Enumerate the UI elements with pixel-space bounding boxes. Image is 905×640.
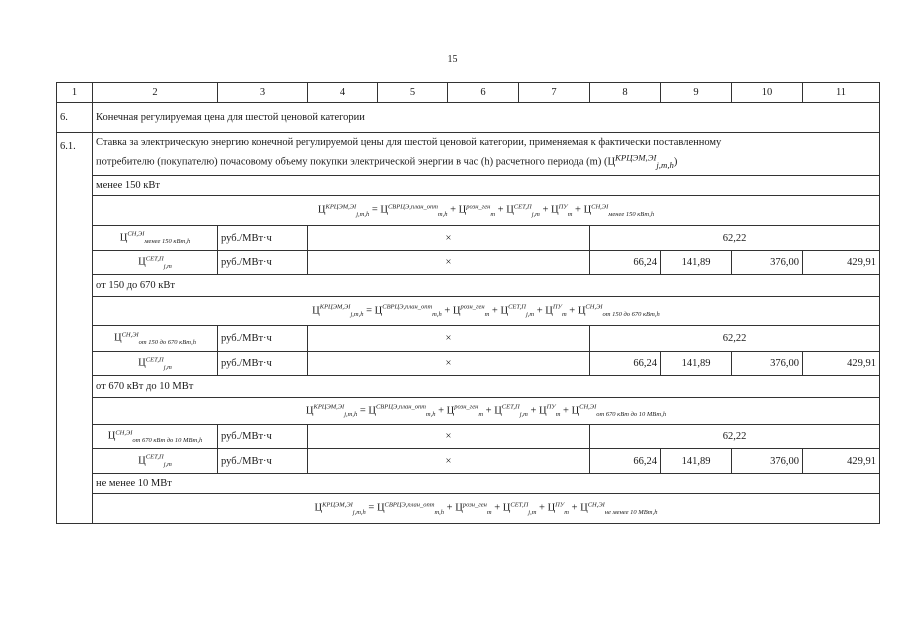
row-6 xyxy=(57,103,880,133)
formula-row xyxy=(57,196,880,226)
col-header: 11 xyxy=(803,83,880,103)
sn-tariff-row xyxy=(57,226,880,251)
set-tariff-row xyxy=(57,352,880,376)
col-header: 1 xyxy=(57,83,93,103)
set-value-cell: 429,91 xyxy=(803,251,880,275)
set-value-cell: 376,00 xyxy=(732,352,803,376)
col-header: 7 xyxy=(519,83,590,103)
row-description: Ставка за электрическую энергию конечной регулируемой цены для шестой ценовой категории, применяемая к фактически поставленному потребителю (покупателю) почасовому объему покупки электрической энергии в час (h) расчетного периода (m) $(Ц^{КРЦЭМ,ЭI}_{j,m,h})$ xyxy=(93,133,880,176)
sn-tariff-row xyxy=(57,425,880,449)
col-header: 10 xyxy=(732,83,803,103)
sn-component-label: $Ц^{СН,ЭI}_{от 670 кВт до 10 МВт,h}$ xyxy=(93,425,218,449)
power-range-title: менее 150 кВт xyxy=(93,176,880,196)
not-applicable-cell: × xyxy=(308,326,590,352)
power-range-row xyxy=(57,474,880,494)
set-tariff-row xyxy=(57,449,880,474)
col-header: 9 xyxy=(661,83,732,103)
col-header: 2 xyxy=(93,83,218,103)
sn-component-label: $Ц^{СН,ЭI}_{от 150 до 670 кВт,h}$ xyxy=(93,326,218,352)
set-value-cell: 376,00 xyxy=(732,251,803,275)
set-value-cell: 141,89 xyxy=(661,449,732,474)
row-title: Конечная регулируемая цена для шестой ценовой категории xyxy=(93,103,880,133)
set-value-cell: 429,91 xyxy=(803,352,880,376)
set-component-label: $Ц^{СЕТ,П}_{j,m}$ xyxy=(93,251,218,275)
formula: $Ц^{КРЦЭМ,ЭI}_{j,m,h} = Ц^{СВРЦЭ,план\_опт}_{m,h} + Ц^{розн\_ген}_m + Ц^{СЕТ,П}_{j,m} + Ц^{ПУ}_m + Ц^{СН,ЭI}_{от 670 кВт до 10 МВт,h}$ xyxy=(93,398,880,425)
power-range-row xyxy=(57,176,880,196)
not-applicable-cell: × xyxy=(308,449,590,474)
col-header: 4 xyxy=(308,83,378,103)
unit-cell: руб./МВт·ч xyxy=(218,251,308,275)
unit-cell: руб./МВт·ч xyxy=(218,326,308,352)
set-component-label: $Ц^{СЕТ,П}_{j,m}$ xyxy=(93,449,218,474)
power-range-title: от 150 до 670 кВт xyxy=(93,275,880,297)
set-tariff-row xyxy=(57,251,880,275)
power-range-row xyxy=(57,376,880,398)
row-6-1 xyxy=(57,133,880,176)
unit-cell: руб./МВт·ч xyxy=(218,352,308,376)
formula-row xyxy=(57,297,880,326)
set-component-label: $Ц^{СЕТ,П}_{j,m}$ xyxy=(93,352,218,376)
sn-tariff-row xyxy=(57,326,880,352)
set-value-cell: 429,91 xyxy=(803,449,880,474)
not-applicable-cell: × xyxy=(308,425,590,449)
formula: $Ц^{КРЦЭМ,ЭI}_{j,m,h} = Ц^{СВРЦЭ,план\_опт}_{m,h} + Ц^{розн\_ген}_m + Ц^{СЕТ,П}_{j,m} + Ц^{ПУ}_m + Ц^{СН,ЭI}_{от 150 до 670 кВт,h}$ xyxy=(93,297,880,326)
col-header: 5 xyxy=(378,83,448,103)
unit-cell: руб./МВт·ч xyxy=(218,226,308,251)
power-range-title: не менее 10 МВт xyxy=(93,474,880,494)
unit-cell: руб./МВт·ч xyxy=(218,449,308,474)
not-applicable-cell: × xyxy=(308,226,590,251)
col-header: 8 xyxy=(590,83,661,103)
formula: $Ц^{КРЦЭМ,ЭI}_{j,m,h} = Ц^{СВРЦЭ,план\_опт}_{m,h} + Ц^{розн\_ген}_m + Ц^{СЕТ,П}_{j,m} + Ц^{ПУ}_m + Ц^{СН,ЭI}_{не менее 10 МВт,h}$ xyxy=(93,494,880,524)
row-number: 6. xyxy=(57,103,93,133)
sn-value-cell: 62,22 xyxy=(590,326,880,352)
formula-row xyxy=(57,398,880,425)
not-applicable-cell: × xyxy=(308,352,590,376)
set-value-cell: 66,24 xyxy=(590,449,661,474)
column-number-row xyxy=(57,83,880,103)
formula: $Ц^{КРЦЭМ,ЭI}_{j,m,h} = Ц^{СВРЦЭ,план\_опт}_{m,h} + Ц^{розн\_ген}_m + Ц^{СЕТ,П}_{j,m} + Ц^{ПУ}_m + Ц^{СН,ЭI}_{менее 150 кВт,h}$ xyxy=(93,196,880,226)
set-value-cell: 66,24 xyxy=(590,251,661,275)
sn-value-cell: 62,22 xyxy=(590,425,880,449)
set-value-cell: 141,89 xyxy=(661,251,732,275)
page-number: 15 xyxy=(447,54,458,65)
row-number: 6.1. xyxy=(57,133,93,524)
set-value-cell: 141,89 xyxy=(661,352,732,376)
power-range-title: от 670 кВт до 10 МВт xyxy=(93,376,880,398)
power-range-row xyxy=(57,275,880,297)
unit-cell: руб./МВт·ч xyxy=(218,425,308,449)
not-applicable-cell: × xyxy=(308,251,590,275)
col-header: 6 xyxy=(448,83,519,103)
sn-value-cell: 62,22 xyxy=(590,226,880,251)
set-value-cell: 66,24 xyxy=(590,352,661,376)
col-header: 3 xyxy=(218,83,308,103)
formula-row xyxy=(57,494,880,524)
set-value-cell: 376,00 xyxy=(732,449,803,474)
tariff-table xyxy=(56,82,880,524)
sn-component-label: $Ц^{СН,ЭI}_{менее 150 кВт,h}$ xyxy=(93,226,218,251)
